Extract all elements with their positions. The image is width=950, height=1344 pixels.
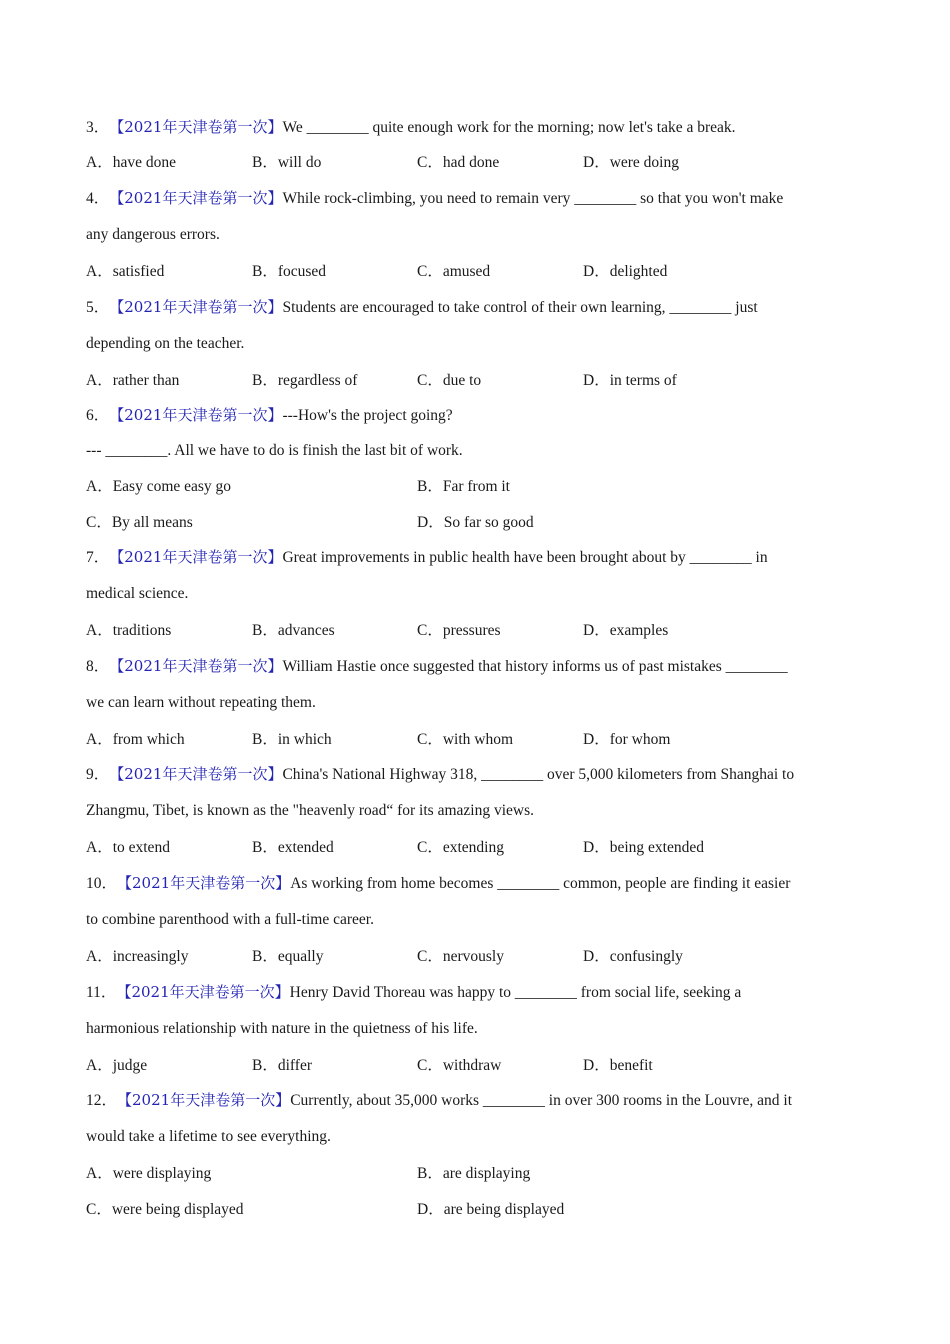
option-b[interactable]: B．focused <box>252 263 327 280</box>
option-c[interactable]: C．were being displayed <box>86 1201 244 1218</box>
question-6 <box>86 397 856 541</box>
question-number: 8． <box>86 658 110 675</box>
question-stem-continued: depending on the teacher. <box>86 335 245 352</box>
option-a[interactable]: A．traditions <box>86 622 172 639</box>
question-number: 3． <box>86 119 110 136</box>
question-stem: ---How's the project going? <box>282 407 453 424</box>
question-stem-continued: we can learn without repeating them. <box>86 694 316 711</box>
option-c[interactable]: C．pressures <box>417 622 501 639</box>
option-c[interactable]: C．By all means <box>86 514 193 531</box>
option-b[interactable]: B．will do <box>252 154 322 171</box>
option-a[interactable]: A．have done <box>86 154 176 171</box>
option-c[interactable]: C．amused <box>417 263 491 280</box>
option-c[interactable]: C．nervously <box>417 948 504 965</box>
question-3 <box>86 109 856 181</box>
question-stem-continued: harmonious relationship with nature in the quietness of his life. <box>86 1020 478 1037</box>
source-tag: 【2021年天津卷第一次】 <box>109 406 283 424</box>
question-number: 6． <box>86 407 110 424</box>
question-10 <box>86 865 856 975</box>
question-stem: As working from home becomes ________ common, people are finding it easier <box>290 875 791 892</box>
option-c[interactable]: C．with whom <box>417 731 514 748</box>
option-d[interactable]: D．for whom <box>583 731 671 748</box>
question-stem: Great improvements in public health have been brought about by ________ in <box>282 549 768 566</box>
question-stem-continued: any dangerous errors. <box>86 226 220 243</box>
options-row <box>86 505 856 541</box>
options-row <box>86 363 856 399</box>
option-b[interactable]: B．extended <box>252 839 334 856</box>
option-d[interactable]: D．confusingly <box>583 948 683 965</box>
question-5 <box>86 289 856 399</box>
question-11 <box>86 974 856 1084</box>
question-stem-continued: to combine parenthood with a full-time career. <box>86 911 374 928</box>
question-7 <box>86 539 856 649</box>
question-number: 4． <box>86 190 110 207</box>
option-b[interactable]: B．equally <box>252 948 324 965</box>
option-a[interactable]: A．to extend <box>86 839 170 856</box>
option-b[interactable]: B．advances <box>252 622 335 639</box>
option-d[interactable]: D．benefit <box>583 1057 653 1074</box>
source-tag: 【2021年天津卷第一次】 <box>116 983 290 1001</box>
options-row <box>86 1048 856 1084</box>
dialogue-response: --- ________. All we have to do is finish the last bit of work. <box>86 442 463 459</box>
source-tag: 【2021年天津卷第一次】 <box>109 298 283 316</box>
options-row <box>86 939 856 975</box>
question-stem: Henry David Thoreau was happy to ________ from social life, seeking a <box>289 984 742 1001</box>
source-tag: 【2021年天津卷第一次】 <box>109 657 283 675</box>
question-number: 5． <box>86 299 110 316</box>
question-stem: We ________ quite enough work for the morning; now let's take a break. <box>282 119 736 136</box>
question-stem: William Hastie once suggested that history informs us of past mistakes ________ <box>282 658 788 675</box>
option-b[interactable]: B．in which <box>252 731 332 748</box>
option-d[interactable]: D．delighted <box>583 263 668 280</box>
source-tag: 【2021年天津卷第一次】 <box>109 548 283 566</box>
options-row <box>86 830 856 866</box>
source-tag: 【2021年天津卷第一次】 <box>117 1091 291 1109</box>
question-stem: Students are encouraged to take control of their own learning, ________ just <box>282 299 758 316</box>
option-b[interactable]: B．differ <box>252 1057 312 1074</box>
question-8 <box>86 648 856 758</box>
question-number: 12． <box>86 1092 118 1109</box>
question-stem: Currently, about 35,000 works ________ in over 300 rooms in the Louvre, and it <box>290 1092 793 1109</box>
options-row <box>86 145 856 181</box>
source-tag: 【2021年天津卷第一次】 <box>109 189 283 207</box>
question-4 <box>86 180 856 290</box>
option-b[interactable]: B．Far from it <box>417 478 510 495</box>
options-row <box>86 613 856 649</box>
question-stem-continued: medical science. <box>86 585 189 602</box>
option-c[interactable]: C．withdraw <box>417 1057 502 1074</box>
option-c[interactable]: C．due to <box>417 372 482 389</box>
option-d[interactable]: D．in terms of <box>583 372 677 389</box>
question-number: 10． <box>86 875 118 892</box>
question-12 <box>86 1082 856 1228</box>
question-number: 7． <box>86 549 110 566</box>
options-row <box>86 1192 856 1228</box>
option-c[interactable]: C．had done <box>417 154 500 171</box>
option-a[interactable]: A．were displaying <box>86 1165 212 1182</box>
option-b[interactable]: B．are displaying <box>417 1165 531 1182</box>
source-tag: 【2021年天津卷第一次】 <box>109 765 283 783</box>
question-stem: China's National Highway 318, ________ over 5,000 kilometers from Shanghai to <box>282 766 795 783</box>
question-stem: While rock-climbing, you need to remain very ________ so that you won't make <box>282 190 784 207</box>
question-number: 11． <box>86 984 117 1001</box>
source-tag: 【2021年天津卷第一次】 <box>117 874 291 892</box>
options-row <box>86 469 856 505</box>
option-a[interactable]: A．Easy come easy go <box>86 478 232 495</box>
option-c[interactable]: C．extending <box>417 839 504 856</box>
option-d[interactable]: D．are being displayed <box>417 1201 565 1218</box>
options-row <box>86 1156 856 1192</box>
options-row <box>86 254 856 290</box>
option-d[interactable]: D．examples <box>583 622 669 639</box>
options-row <box>86 722 856 758</box>
question-9 <box>86 756 856 866</box>
question-stem-continued: would take a lifetime to see everything. <box>86 1128 331 1145</box>
option-b[interactable]: B．regardless of <box>252 372 358 389</box>
option-d[interactable]: D．were doing <box>583 154 679 171</box>
option-a[interactable]: A．rather than <box>86 372 180 389</box>
question-stem-continued: Zhangmu, Tibet, is known as the "heavenly road“ for its amazing views. <box>86 802 534 819</box>
option-a[interactable]: A．increasingly <box>86 948 189 965</box>
option-a[interactable]: A．satisfied <box>86 263 165 280</box>
question-number: 9． <box>86 766 110 783</box>
option-a[interactable]: A．judge <box>86 1057 148 1074</box>
option-d[interactable]: D．being extended <box>583 839 704 856</box>
option-d[interactable]: D．So far so good <box>417 514 534 531</box>
source-tag: 【2021年天津卷第一次】 <box>109 118 283 136</box>
option-a[interactable]: A．from which <box>86 731 185 748</box>
